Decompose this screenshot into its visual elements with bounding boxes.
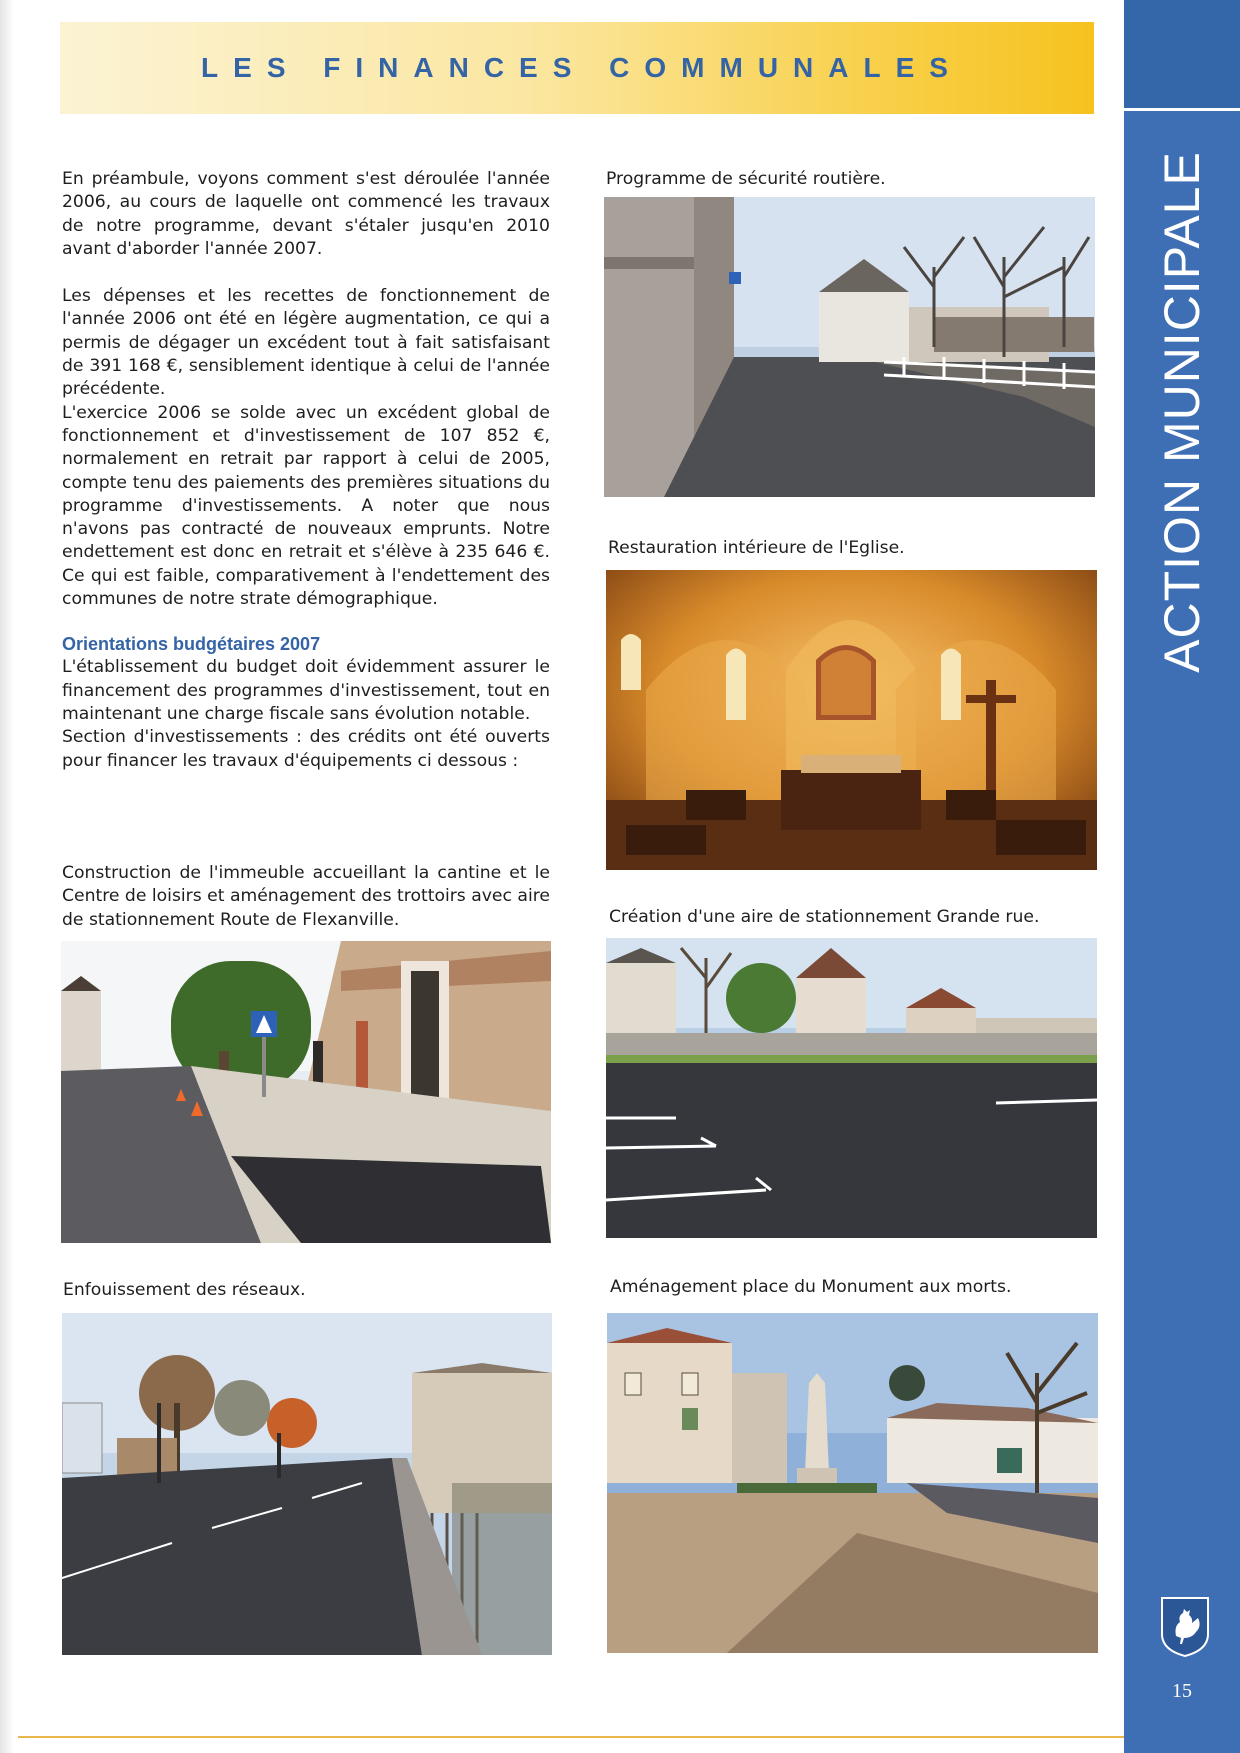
caption-stationnement: Création d'une aire de stationnement Grande rue. [609,907,1040,927]
photo-eglise [606,570,1097,870]
sidebar-top-block [1124,0,1240,111]
page-edge-shadow [0,0,14,1753]
header-banner [60,22,1094,114]
caption-monument: Aménagement place du Monument aux morts. [610,1277,1012,1297]
photo-cantine [61,941,551,1243]
photo-monument [607,1313,1098,1653]
photo-stationnement [606,938,1097,1238]
caption-reseaux: Enfouissement des réseaux. [63,1280,306,1300]
section-label: ACTION MUNICIPALE [1154,151,1210,673]
page-title: LES FINANCES COMMUNALES [201,52,963,83]
rooster-shield-icon [1160,1596,1210,1658]
caption-cantine: Construction de l'immeuble accueillant la cantine et le Centre de loisirs et aménagement des trottoirs avec aire de stationnement Route de Flexanville. [62,863,550,930]
paragraph-2: L'exercice 2006 se solde avec un excédent global de fonctionnement et d'investissement de 107 852 €, normalement en retrait par rapport à celui de 2005, compte tenu des paiements des premières situations du programme d'investissements. A noter que nous n'avons pas contracté de nouveaux emprunts. Notre endettement est donc en retrait et s'élève à 235 646 €. Ce qui est faible, comparativement à l'endettement des communes de notre strate démographique. [62,402,550,610]
paragraph-1: Les dépenses et les recettes de fonctionnement de l'année 2006 ont été en légère augmentation, ce qui a permis de dégager un excédent tout à fait satisfaisant de 391 168 €, sensiblement identique à celui de l'année précédente. [62,286,550,400]
photo-securite-routiere [604,197,1095,497]
article-body [62,168,550,773]
bottom-rule [18,1736,1124,1738]
intro-paragraph: En préambule, voyons comment s'est déroulée l'année 2006, au cours de laquelle ont commencé les travaux de notre programme, devant s'étaler jusqu'en 2010 avant d'aborder l'année 2007. [62,169,550,259]
caption-securite: Programme de sécurité routière. [606,169,886,189]
photo-reseaux [62,1313,552,1655]
page-number: 15 [1172,1680,1192,1702]
caption-eglise: Restauration intérieure de l'Eglise. [608,538,905,558]
section-subheading: Orientations budgétaires 2007 [62,634,321,655]
paragraph-3: L'établissement du budget doit évidemment assurer le financement des programmes d'investissement, tout en maintenant une charge fiscale sans évolution notable. [62,657,550,724]
paragraph-4: Section d'investissements : des crédits ont été ouverts pour financer les travaux d'équipements ci dessous : [62,727,550,771]
sidebar [1124,0,1240,1753]
